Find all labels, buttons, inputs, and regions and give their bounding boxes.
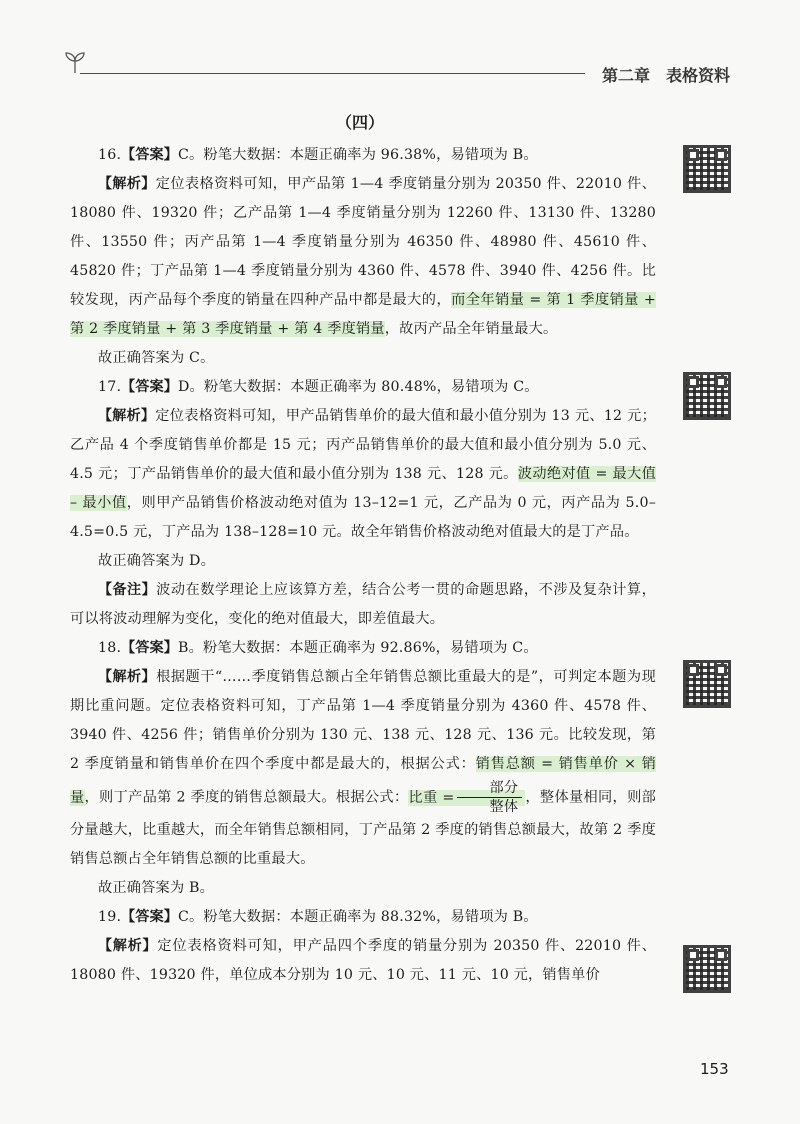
header-rule xyxy=(80,73,585,74)
q18-conclusion: 故正确答案为 B。 xyxy=(98,880,215,896)
section-title: （四） xyxy=(335,113,384,132)
q16-analysis: 【解析】定位表格资料可知，甲产品第 1—4 季度销量分别为 20350 件、22010 件、18080 件、19320 件；乙产品第 1—4 季度销量分别为 12260 件、13130 件、13280 件、13550 件；丙产品第 1—4 季度销量分别为 46350 件、48980 件、45610 件、45820 件；丁产品第 1—4 季度销量分别为 4360 件、4578 件、3940 件、4256 件。比较发现，丙产品每个季度的销量在四种产品中都是最大的，而全年销量 = 第 1 季度销量 + 第 2 季度销量 + 第 3 季度销量 + 第 4 季度销量，故丙产品全年销量最大。 xyxy=(70,176,657,337)
chapter-title: 表格资料 xyxy=(665,66,730,85)
ratio-formula: 比重 = $\frac{\text{部分}}{\text{整体}}$ xyxy=(408,790,525,806)
qr-code-icon[interactable] xyxy=(683,145,731,193)
qr-code-icon[interactable] xyxy=(683,372,731,420)
chapter-number: 第二章 xyxy=(601,66,650,85)
leaf-icon xyxy=(62,49,88,75)
q17-analysis: 【解析】定位表格资料可知，甲产品销售单价的最大值和最小值分别为 13 元、12 元；乙产品 4 个季度销售单价都是 15 元；丙产品销售单价的最大值和最小值分别为 5.0 元、4.5 元；丁产品销售单价的最大值和最小值分别为 138 元、128 元。波动绝对值 = 最大值 – 最小值，则甲产品销售价格波动绝对值为 13–12=1 元，乙产品为 0 元，丙产品为 5.0–4.5=0.5 元，丁产品为 138–128=10 元。故全年销售价格波动绝对值最大的是丁产品。 xyxy=(70,408,656,540)
q18-answer: 18.【答案】B。粉笔大数据：本题正确率为 92.86%，易错项为 C。 xyxy=(98,640,538,656)
q17-note: 【备注】波动在数学理论上应该算方差，结合公考一贯的命题思路，不涉及复杂计算，可以将波动理解为变化，变化的绝对值最大，即差值最大。 xyxy=(70,582,656,627)
q16-answer: 16.【答案】C。粉笔大数据：本题正确率为 96.38%，易错项为 B。 xyxy=(98,147,538,163)
q18-analysis: 【解析】根据题干“……季度销售总额占全年销售总额比重最大的是”，可判定本题为现期比重问题。定位表格资料可知，丁产品第 1—4 季度销量分别为 4360 件、4578 件、3940 件、4256 件；销售单价分别为 130 元、138 元、128 元、136 元。比较发现，第 2 季度销量和销售单价在四个季度中都是最大的，根据公式：销售总额 = 销售单价 × 销量，则丁产品第 2 季度的销售总额最大。根据公式：比重 = $\frac{\text{部分}}{\text{整体}}$ ，整体量相同，则部分量越大，比重越大，而全年销售总额相同，丁产品第 2 季度的销售总额最大，故第 2 季度销售总额占全年销售总额的比重最大。 xyxy=(70,669,656,867)
q17-conclusion: 故正确答案为 D。 xyxy=(98,553,215,569)
solution-content xyxy=(70,141,656,990)
page-number: 153 xyxy=(700,1060,729,1078)
qr-code-icon[interactable] xyxy=(683,660,731,708)
chapter-header xyxy=(602,63,730,86)
qr-code-icon[interactable] xyxy=(683,945,731,993)
q17-answer: 17.【答案】D。粉笔大数据：本题正确率为 80.48%，易错项为 C。 xyxy=(98,379,539,395)
q19-analysis: 【解析】定位表格资料可知，甲产品四个季度的销量分别为 20350 件、22010 件、18080 件、19320 件，单位成本分别为 10 元、10 元、11 元、10 元，销售单价 xyxy=(70,938,656,983)
q19-answer: 19.【答案】C。粉笔大数据：本题正确率为 88.32%，易错项为 B。 xyxy=(98,909,538,925)
q16-conclusion: 故正确答案为 C。 xyxy=(98,350,215,366)
